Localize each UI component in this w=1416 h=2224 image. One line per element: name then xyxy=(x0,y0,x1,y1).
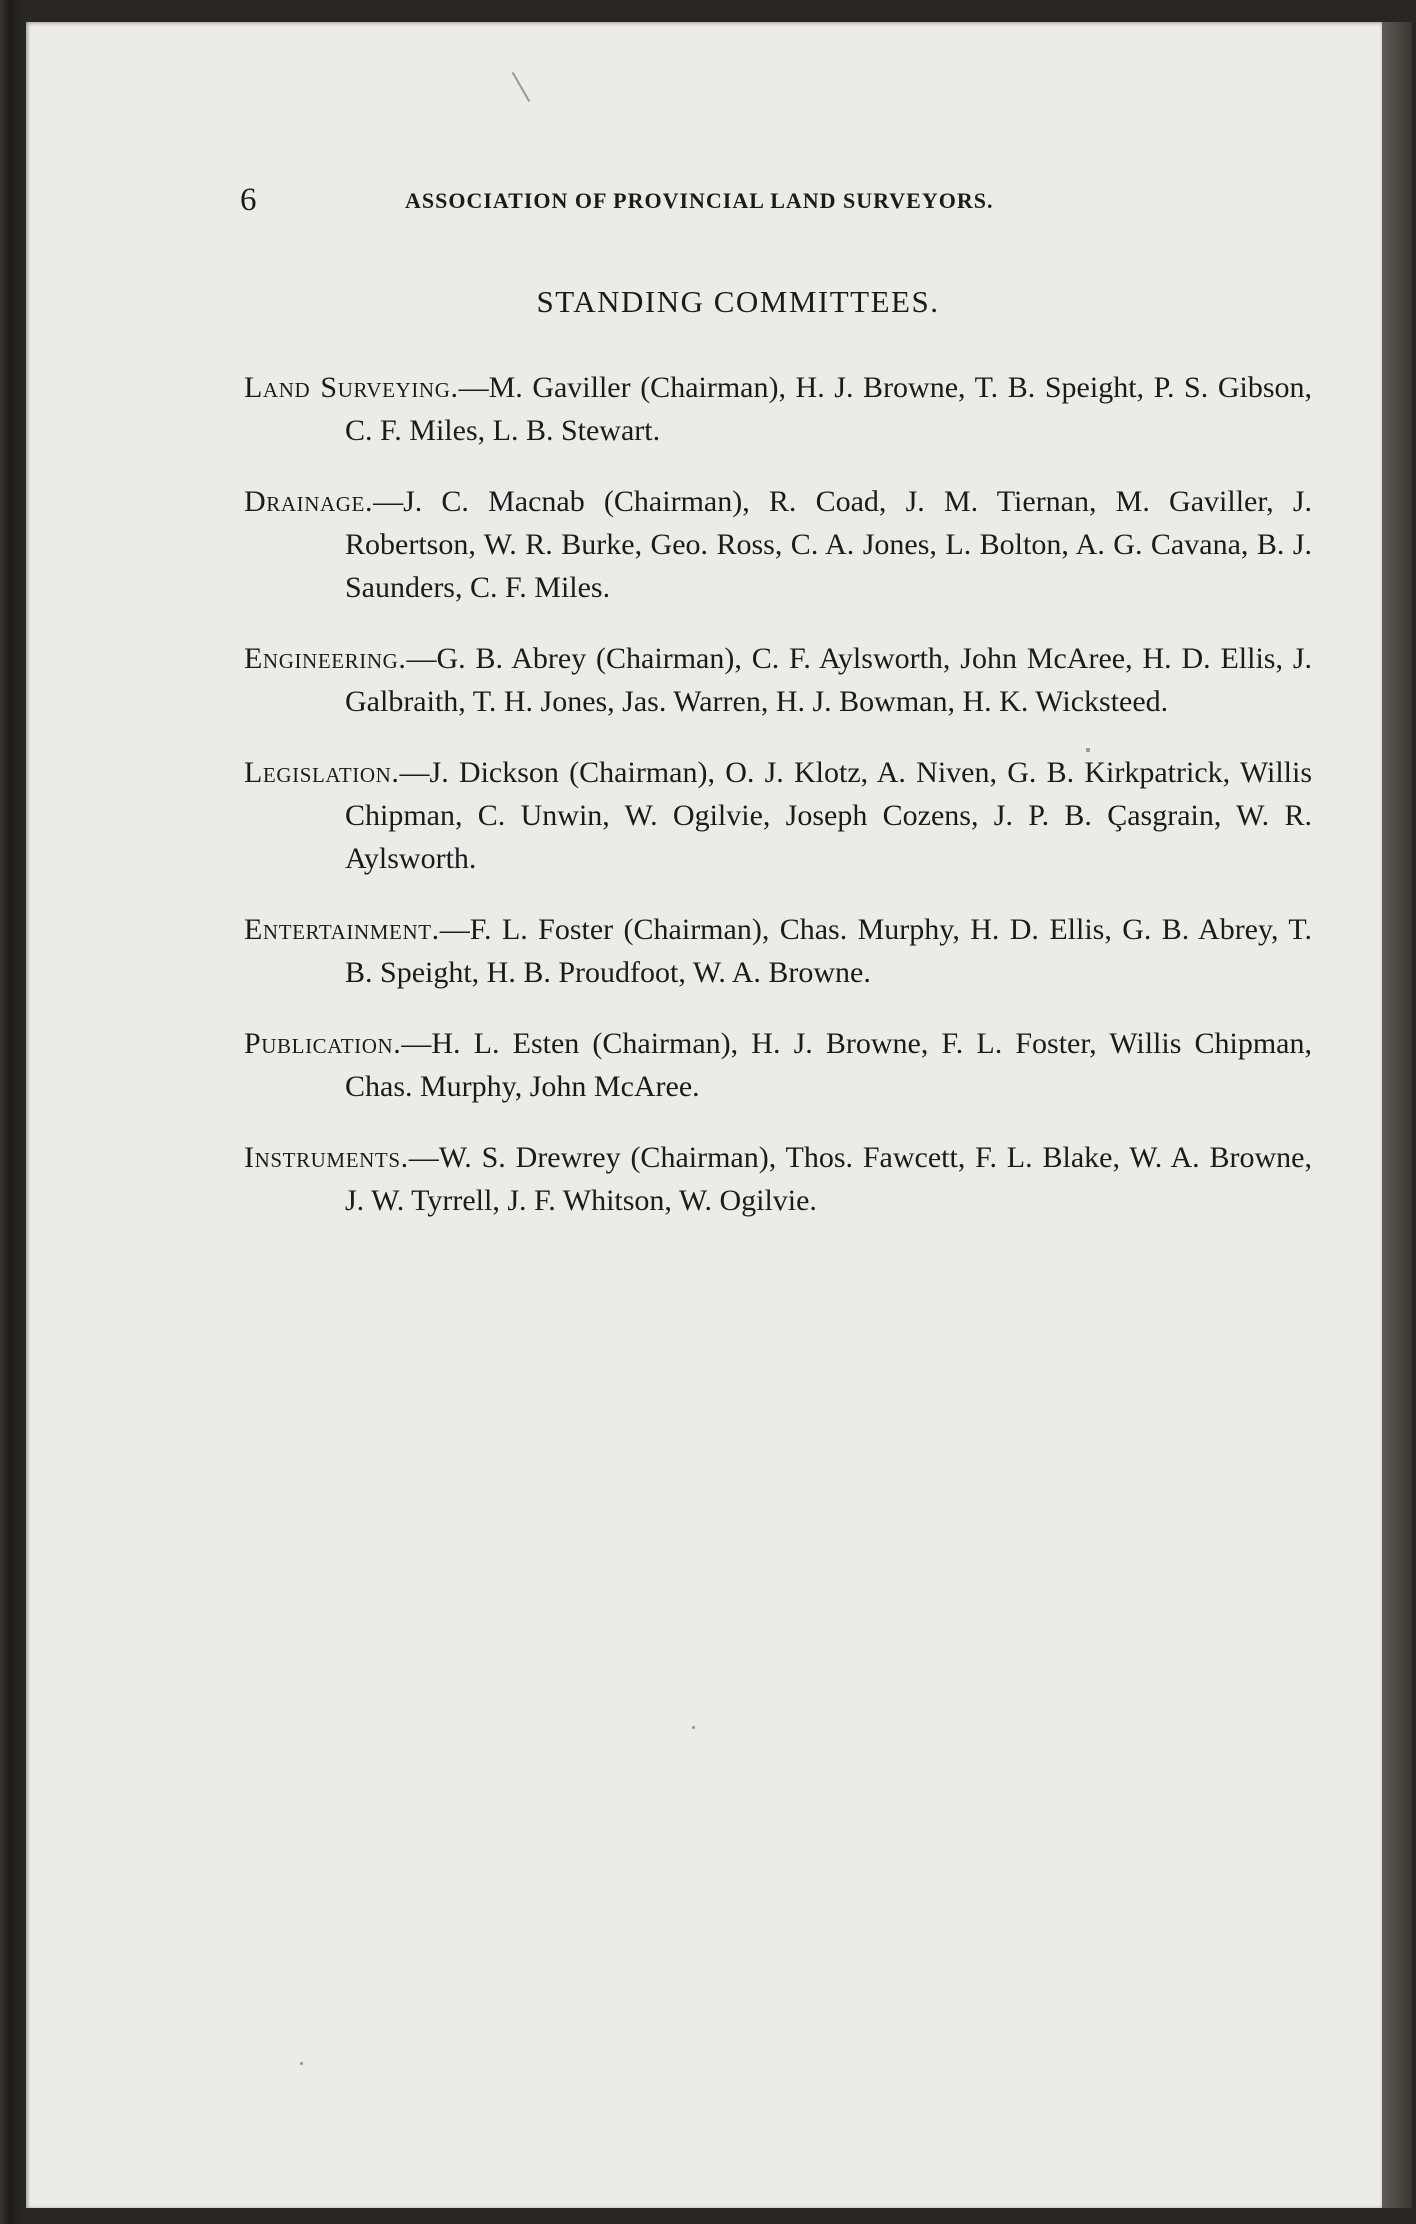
committee-entry xyxy=(244,637,1312,723)
committee-entry xyxy=(244,1136,1312,1222)
committee-name: Land Surveying. xyxy=(244,371,459,404)
committee-name: Legislation. xyxy=(244,756,400,789)
committee-members: —J. Dickson (Chairman), O. J. Klotz, A. Niven, G. B. Kirkpatrick, Willis Chipman, C. Unwin, W. Ogilvie, Joseph Cozens, J. P. B. Çasgrain, W. R. Aylsworth. xyxy=(345,756,1312,875)
scan-speck xyxy=(1086,748,1090,752)
running-title: ASSOCIATION OF PROVINCIAL LAND SURVEYORS. xyxy=(405,188,994,213)
committee-list xyxy=(244,366,1312,1250)
committee-entry xyxy=(244,908,1312,994)
committee-members: —H. L. Esten (Chairman), H. J. Browne, F. L. Foster, Willis Chipman, Chas. Murphy, John McAree. xyxy=(345,1027,1312,1103)
committee-members: —F. L. Foster (Chairman), Chas. Murphy, H. D. Ellis, G. B. Abrey, T. B. Speight, H. B. Proudfoot, W. A. Browne. xyxy=(345,913,1312,989)
committee-members: —W. S. Drewrey (Chairman), Thos. Fawcett, F. L. Blake, W. A. Browne, J. W. Tyrrell, J. F. Whitson, W. Ogilvie. xyxy=(345,1141,1312,1217)
page-number: 6 xyxy=(240,182,257,218)
committee-name: Entertainment. xyxy=(244,913,440,946)
committee-members: —J. C. Macnab (Chairman), R. Coad, J. M. Tiernan, M. Gaviller, J. Robertson, W. R. Burke, Geo. Ross, C. A. Jones, L. Bolton, A. G. Cavana, B. J. Saunders, C. F. Miles. xyxy=(345,485,1312,604)
committee-name: Instruments. xyxy=(244,1141,409,1174)
committee-members: —G. B. Abrey (Chairman), C. F. Aylsworth, John McAree, H. D. Ellis, J. Galbraith, T. H. Jones, Jas. Warren, H. J. Bowman, H. K. Wicksteed. xyxy=(345,642,1312,718)
committee-name: Drainage. xyxy=(244,485,374,518)
running-header xyxy=(240,182,1160,222)
scan-speck xyxy=(300,2062,303,2065)
committee-name: Publication. xyxy=(244,1027,402,1060)
scan-speck xyxy=(692,1726,695,1729)
committee-entry xyxy=(244,1022,1312,1108)
committee-entry xyxy=(244,366,1312,452)
committee-entry xyxy=(244,751,1312,880)
committee-members: —M. Gaviller (Chairman), H. J. Browne, T. B. Speight, P. S. Gibson, C. F. Miles, L. B. Stewart. xyxy=(345,371,1312,447)
committee-entry xyxy=(244,480,1312,609)
section-title: STANDING COMMITTEES. xyxy=(536,284,940,319)
committee-name: Engineering. xyxy=(244,642,407,675)
